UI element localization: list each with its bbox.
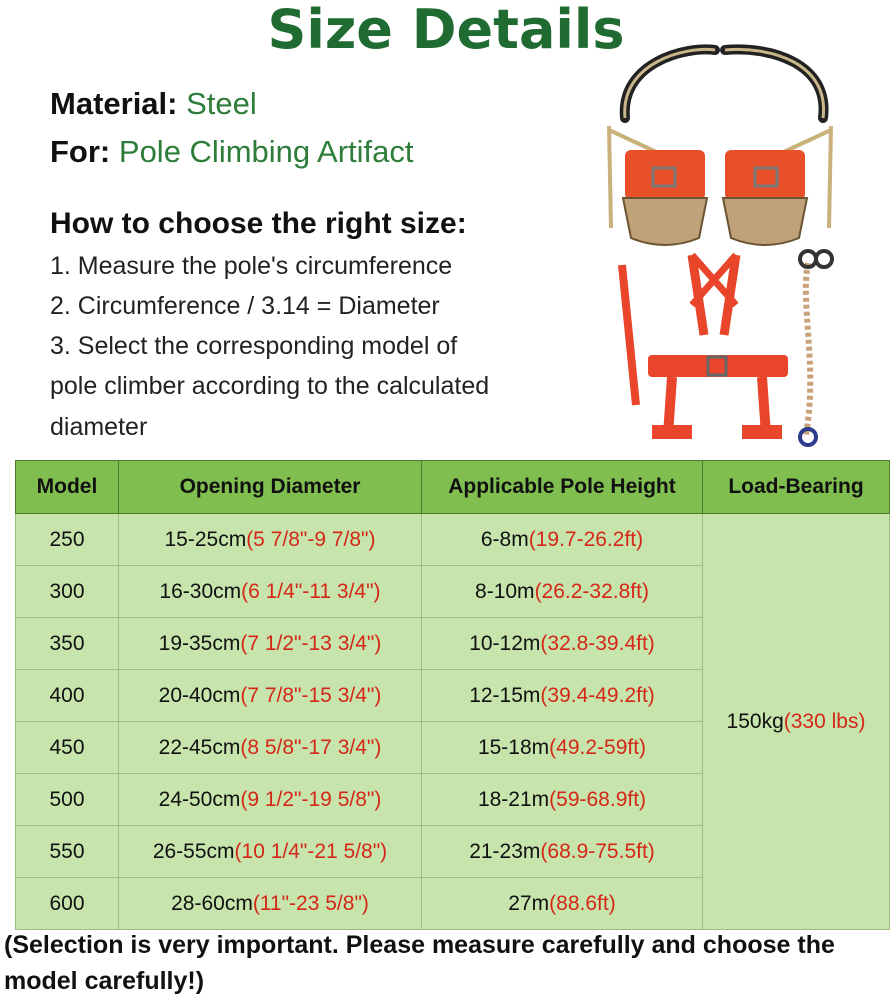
diameter-cell: 24-50cm(9 1/2"-19 5/8") [119, 774, 422, 826]
material-label: Material: [50, 86, 178, 121]
height-cell: 21-23m(68.9-75.5ft) [422, 826, 703, 878]
diameter-cell: 28-60cm(11"-23 5/8") [119, 878, 422, 930]
material-value: Steel [186, 86, 257, 121]
model-cell: 350 [16, 618, 119, 670]
model-cell: 250 [16, 514, 119, 566]
diameter-cell: 22-45cm(8 5/8"-17 3/4") [119, 722, 422, 774]
header-opening-diameter: Opening Diameter [119, 461, 422, 514]
model-cell: 400 [16, 670, 119, 722]
howto-heading: How to choose the right size: [50, 207, 467, 240]
height-cell: 18-21m(59-68.9ft) [422, 774, 703, 826]
diameter-cell: 20-40cm(7 7/8"-15 3/4") [119, 670, 422, 722]
step-3-cont: pole climber according to the calculated [50, 372, 490, 400]
load-bearing-cell: 150kg(330 lbs) [703, 514, 890, 930]
header-load-bearing: Load-Bearing [703, 461, 890, 514]
step-3-end: diameter [50, 413, 148, 441]
height-cell: 8-10m(26.2-32.8ft) [422, 566, 703, 618]
model-cell: 550 [16, 826, 119, 878]
model-cell: 500 [16, 774, 119, 826]
diameter-cell: 19-35cm(7 1/2"-13 3/4") [119, 618, 422, 670]
page-title: Size Details [267, 0, 625, 61]
diameter-cell: 15-25cm(5 7/8"-9 7/8") [119, 514, 422, 566]
selection-note: (Selection is very important. Please measure carefully and choose the model carefully!) [4, 931, 835, 995]
header-pole-height: Applicable Pole Height [422, 461, 703, 514]
size-table [15, 460, 890, 930]
model-cell: 450 [16, 722, 119, 774]
height-cell: 27m(88.6ft) [422, 878, 703, 930]
pole-climber-image [595, 38, 845, 260]
step-1: 1. Measure the pole's circumference [50, 252, 453, 280]
diameter-cell: 26-55cm(10 1/4"-21 5/8") [119, 826, 422, 878]
diameter-cell: 16-30cm(6 1/4"-11 3/4") [119, 566, 422, 618]
height-cell: 15-18m(49.2-59ft) [422, 722, 703, 774]
step-3: 3. Select the corresponding model of [50, 332, 458, 360]
material-line [50, 86, 257, 122]
model-cell: 600 [16, 878, 119, 930]
step-2: 2. Circumference / 3.14 = Diameter [50, 292, 440, 320]
table-row [16, 514, 890, 566]
header-model: Model [16, 461, 119, 514]
for-label: For: [50, 134, 111, 169]
height-cell: 12-15m(39.4-49.2ft) [422, 670, 703, 722]
for-value: Pole Climbing Artifact [118, 134, 414, 169]
table-header-row [16, 461, 890, 514]
safety-harness-image [612, 245, 852, 455]
height-cell: 6-8m(19.7-26.2ft) [422, 514, 703, 566]
for-line [50, 134, 414, 170]
height-cell: 10-12m(32.8-39.4ft) [422, 618, 703, 670]
model-cell: 300 [16, 566, 119, 618]
